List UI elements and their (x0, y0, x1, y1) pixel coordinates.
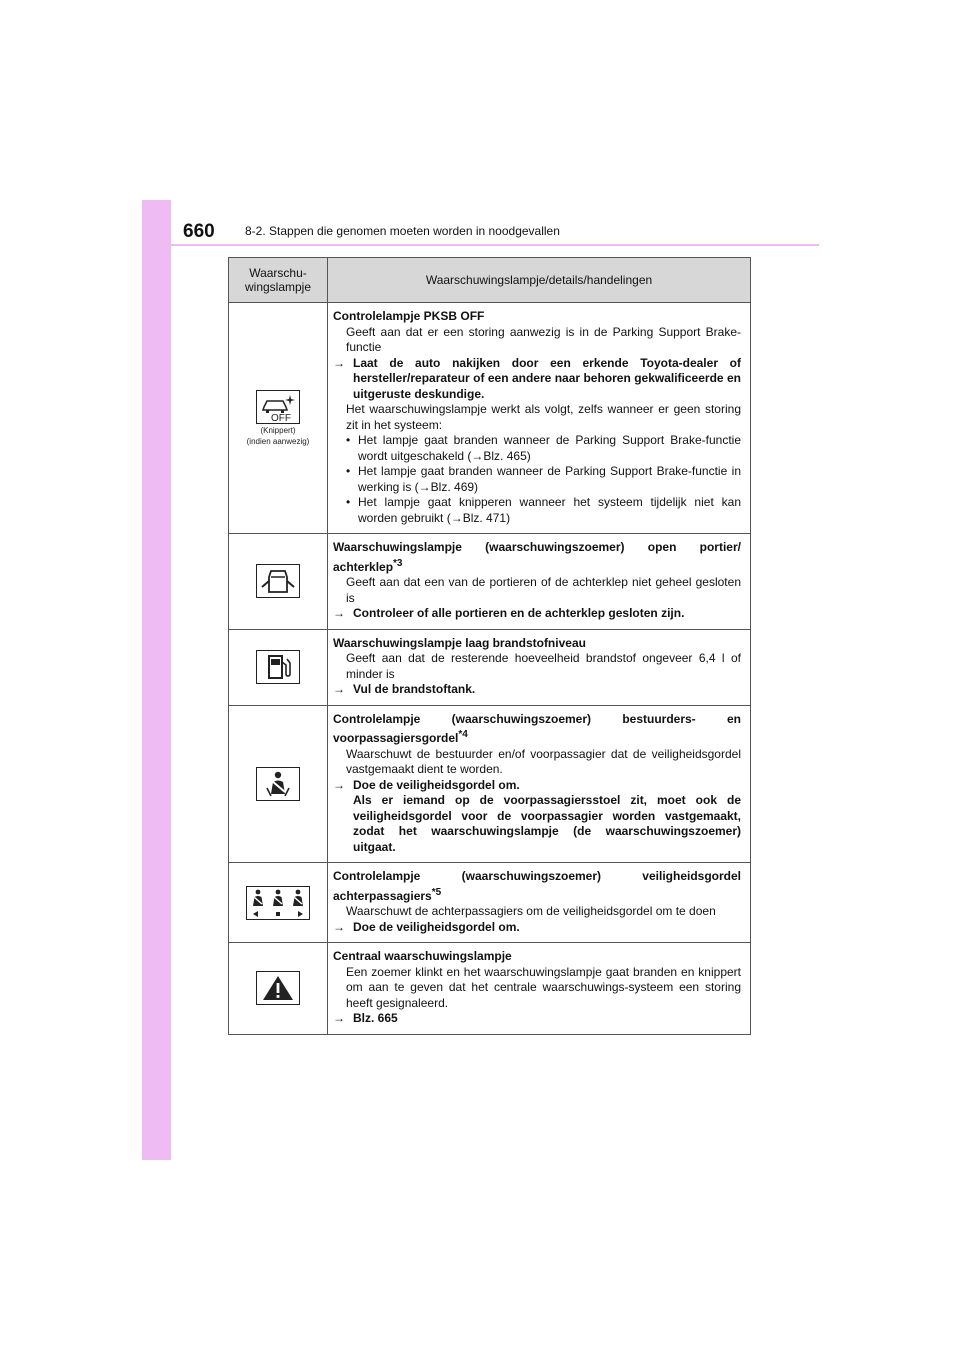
lamp-cell (229, 534, 328, 630)
table-row (229, 705, 751, 863)
lamp-cell (229, 303, 328, 534)
table-row (229, 863, 751, 943)
lamp-title-text: Controlelampje (waarschuwingszoemer) bestuurders- en voorpassagiersgordel (333, 711, 741, 745)
lamp-title: Controlelampje PKSB OFF (333, 309, 485, 323)
lamp-action (333, 920, 741, 936)
lamp-note: Het waarschuwingslampje werkt als volgt, zelfs wanneer er geen storing zit in het systeem: (346, 402, 741, 432)
lamp-action (333, 356, 741, 403)
page-number: 660 (183, 221, 215, 242)
arrow-icon: → (333, 1011, 345, 1025)
details-cell (328, 629, 751, 705)
open-door-icon (256, 564, 300, 598)
seatbelt-icon (256, 767, 300, 801)
lamp-description: Waarschuwt de bestuurder en/of voorpassagier dat de veiligheidsgordel vastgemaakt dient te worden. (346, 746, 741, 776)
lamp-cell (229, 863, 328, 943)
lamp-description: Een zoemer klinkt en het waarschuwingslampje gaat branden en knippert om aan te geven dat het centrale waarschuwings-systeem een storing heeft gesignaleerd. (346, 964, 741, 1010)
details-cell (328, 705, 751, 863)
lamp-cell (229, 943, 328, 1035)
bullet-text: Het lampje gaat branden wanneer de Parking Support Brake-functie in werking is (→Blz. 469) (358, 464, 741, 494)
arrow-icon: → (333, 919, 345, 934)
footnote-marker: *3 (393, 557, 403, 569)
warning-lamps-table (228, 257, 751, 1035)
lamp-title (333, 712, 741, 747)
header-divider (142, 244, 819, 246)
lamp-action-text: Doe de veiligheidsgordel om. (353, 919, 520, 934)
lamp-action-text: Doe de veiligheidsgordel om. (353, 777, 520, 792)
details-cell (328, 534, 751, 630)
lamp-description: Geeft aan dat er een storing aanwezig is in de Parking Support Brake-functie (346, 324, 741, 354)
list-item (333, 433, 741, 464)
arrow-icon: → (333, 606, 345, 620)
lamp-title-text: Waarschuwingslampje (waarschuwingszoemer) open portier/ achterklep (333, 540, 741, 574)
lamp-description: Geeft aan dat de resterende hoeveelheid brandstof ongeveer 6,4 l of minder is (346, 651, 741, 681)
bullet-text: Het lampje gaat knipperen wanneer het systeem tijdelijk niet kan worden gebruikt (→Blz. 471) (358, 495, 741, 525)
fuel-pump-icon (256, 650, 300, 684)
table-row (229, 629, 751, 705)
arrow-icon: → (333, 355, 345, 370)
lamp-action (333, 1011, 741, 1027)
list-item (333, 464, 741, 495)
bullet-icon: • (346, 495, 351, 509)
lamp-cell (229, 705, 328, 863)
footnote-marker: *5 (431, 886, 442, 898)
lamp-description: Geeft aan dat een van de portieren of de achterklep niet geheel gesloten is (346, 575, 741, 605)
lamp-caption-blinks: (Knippert) (260, 426, 296, 435)
details-cell (328, 863, 751, 943)
lamp-caption-if-equipped: (indien aanwezig) (246, 437, 310, 446)
lamp-title: Waarschuwingslampje laag brandstofniveau (333, 635, 586, 650)
lamp-action (333, 778, 741, 794)
lamp-action-text: Controleer of alle portieren en de achterklep gesloten zijn. (353, 606, 685, 620)
lamp-cell (229, 629, 328, 705)
details-cell (328, 943, 751, 1035)
arrow-icon: → (333, 682, 345, 696)
details-cell (328, 303, 751, 534)
lamp-action-text: Blz. 665 (353, 1011, 398, 1025)
pksb-off-icon (256, 390, 300, 424)
table-row (229, 943, 751, 1035)
lamp-description: Waarschuwt de achterpassagiers om de veiligheidsgordel om te doen (346, 904, 716, 918)
lamp-action (333, 606, 741, 622)
lamp-action-text: Laat de auto nakijken door een erkende Toyota-dealer of hersteller/reparateur of een andere naar behoren gekwalificeerde en uitgeruste deskundige. (353, 355, 741, 401)
lamp-title (333, 540, 741, 575)
bullet-icon: • (346, 433, 351, 447)
rear-seatbelt-icon (246, 886, 310, 920)
table-row (229, 534, 751, 630)
svg-text:OFF: OFF (271, 413, 291, 423)
lamp-title-text: Controlelampje (waarschuwingszoemer) veiligheidsgordel achterpassagiers (333, 869, 741, 903)
lamp-action-text: Vul de brandstoftank. (353, 682, 476, 696)
bullet-icon: • (346, 464, 351, 478)
header-details: Waarschuwingslampje/details/handelingen (328, 258, 751, 303)
arrow-icon: → (333, 777, 345, 792)
header-lamp: Waarschu- wingslampje (229, 258, 328, 303)
lamp-title (333, 869, 741, 904)
lamp-title: Centraal waarschuwingslampje (333, 949, 512, 963)
list-item (333, 495, 741, 526)
master-warning-icon (256, 971, 300, 1005)
table-row (229, 303, 751, 534)
lamp-action-continuation: Als er iemand op de voorpassagiersstoel zit, moet ook de veiligheidsgordel voor de voorpassagier worden vastgemaakt, zodat het waarschuwingslampje (de waarschuwingszoemer) uitgaat. (353, 793, 741, 854)
section-title: 8-2. Stappen die genomen moeten worden in noodgevallen (245, 224, 560, 238)
bullet-text: Het lampje gaat branden wanneer de Parking Support Brake-functie wordt uitgeschakeld (→Blz. 465) (358, 433, 741, 463)
lamp-action (333, 682, 741, 698)
table-header-row (229, 258, 751, 303)
footnote-marker: *4 (458, 729, 468, 740)
chapter-sidebar-tab (142, 200, 171, 1160)
